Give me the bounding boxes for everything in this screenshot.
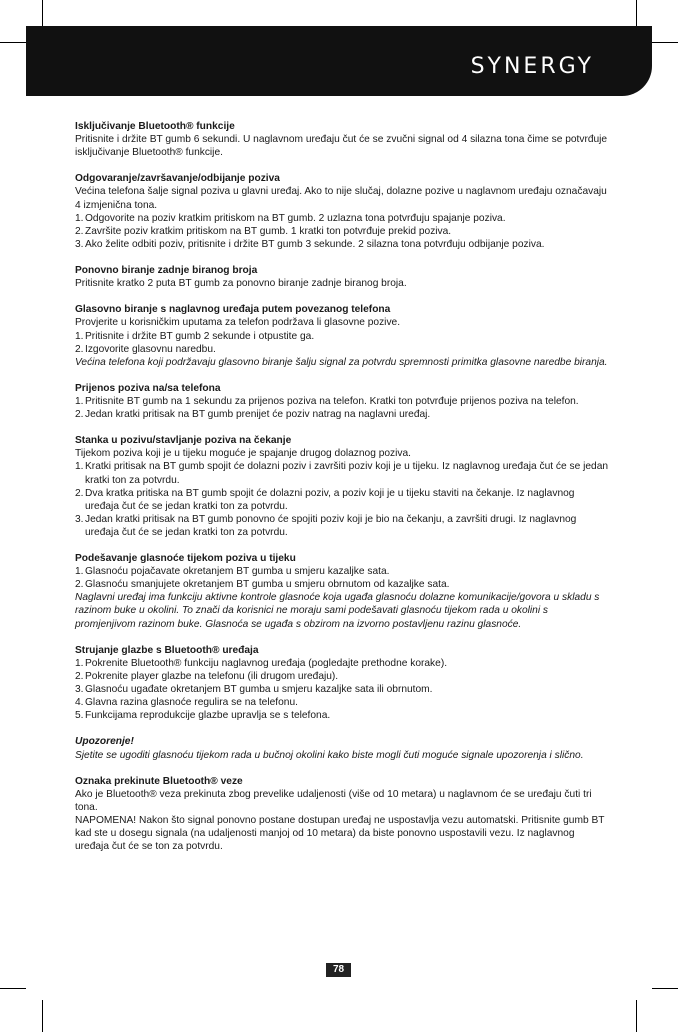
numbered-list [75, 212, 610, 251]
crop-mark [636, 1000, 637, 1032]
list-item: 2. Jedan kratki pritisak na BT gumb prenijet će poziv natrag na naglavni uređaj. [75, 409, 431, 421]
section-volume [75, 552, 610, 631]
list-item: 3. Ako želite odbiti poziv, pritisnite i držite BT gumb 3 sekunde. 2 silazna tona potvrđuju odbijanje poziva. [75, 238, 545, 250]
section-title: Oznaka prekinute Bluetooth® veze [75, 775, 243, 787]
section-title: Glasovno biranje s naglavnog uređaja putem povezanog telefona [75, 304, 391, 316]
section-warning [75, 735, 610, 761]
paragraph: NAPOMENA! Nakon što signal ponovno postane dostupan uređaj ne uspostavlja vezu automatski. Pritisnite gumb BT kad ste u dosegu signala (na udaljenosti manjoj od 10 metara) da biste ponovno uspostavili vezu. Iz naglavnog uređaja čut će se ton za potvrdu. [75, 814, 605, 853]
list-item: 2. Glasnoću smanjujete okretanjem BT gumba u smjeru obrnutom od kazaljke sata. [75, 579, 450, 591]
numbered-list [75, 460, 610, 539]
brand-logo: SYNERGY [470, 54, 594, 79]
numbered-list [75, 330, 610, 356]
list-item: 1. Pritisnite i držite BT gumb 2 sekunde i otpustite ga. [75, 330, 315, 342]
section-title: Odgovaranje/završavanje/odbijanje poziva [75, 173, 280, 185]
list-item: 5. Funkcijama reprodukcije glazbe upravlja se s telefona. [75, 710, 331, 722]
crop-mark [0, 988, 26, 989]
crop-mark [652, 988, 678, 989]
section-redial [75, 264, 610, 290]
section-music-streaming [75, 644, 610, 723]
warning-title: Upozorenje! [75, 736, 134, 748]
section-title: Podešavanje glasnoće tijekom poziva u tijeku [75, 553, 296, 565]
list-item: 1. Pokrenite Bluetooth® funkciju naglavnog uređaja (pogledajte prethodne korake). [75, 657, 448, 669]
page-number: 78 [326, 963, 351, 977]
section-voice-dial [75, 303, 610, 368]
list-item: 3. Jedan kratki pritisak na BT gumb ponovno će spojiti poziv koji je bio na čekanju, a završiti drugi. Iz naglavnog uređaja čut će se jedan kratki ton za potvrdu. [75, 513, 577, 538]
list-item: 2. Izgovorite glasovnu naredbu. [75, 343, 216, 355]
paragraph: Pritisnite i držite BT gumb 6 sekundi. U naglavnom uređaju čut će se zvučni signal od 4 silazna tona čime se potvrđuje isključivanje Bluetooth® funkcije. [75, 134, 608, 159]
section-title: Prijenos poziva na/sa telefona [75, 382, 221, 394]
section-call-hold [75, 434, 610, 539]
section-title: Ponovno biranje zadnje biranog broja [75, 265, 258, 277]
numbered-list [75, 395, 610, 421]
section-call-transfer [75, 382, 610, 421]
document-body [75, 120, 610, 866]
list-item: 1. Pritisnite BT gumb na 1 sekundu za prijenos poziva na telefon. Kratki ton potvrđuje prijenos poziva na telefon. [75, 395, 579, 407]
list-item: 3. Glasnoću ugađate okretanjem BT gumba u smjeru kazaljke sata ili obrnutom. [75, 684, 433, 696]
crop-mark [652, 42, 678, 43]
list-item: 1. Glasnoću pojačavate okretanjem BT gumba u smjeru kazaljke sata. [75, 566, 390, 578]
page-header [26, 26, 652, 96]
note: Naglavni uređaj ima funkciju aktivne kontrole glasnoće koja ugađa glasnoću dolazne komunikacije/govora u skladu s razinom buke u okolini. To znači da korisnici ne moraju sami podešavati glasnoću tijekom rada u okolini s promjenjivom razinom buke. Glasnoća se ugađa s obzirom na izvorno postavljenu razinu glasnoće. [75, 592, 600, 630]
list-item: 2. Dva kratka pritiska na BT gumb spojit će dolazni poziv, a poziv koji je u tijeku staviti na čekanje. Iz naglavnog uređaja čut će se jedan kratki ton za potvrdu. [75, 487, 575, 512]
paragraph: Pritisnite kratko 2 puta BT gumb za ponovno biranje zadnje biranog broja. [75, 278, 407, 290]
section-title: Isključivanje Bluetooth® funkcije [75, 121, 235, 132]
list-item: 2. Završite poziv kratkim pritiskom na BT gumb. 1 kratki ton potvrđuje prekid poziva. [75, 225, 452, 237]
crop-mark [42, 1000, 43, 1032]
crop-mark [636, 0, 637, 26]
note: Većina telefona koji podržavaju glasovno biranje šalju signal za potvrdu spremnosti primitka glasovne naredbe biranja. [75, 356, 608, 368]
crop-mark [42, 0, 43, 26]
list-item: 2. Pokrenite player glazbe na telefonu (ili drugom uređaju). [75, 670, 339, 682]
list-item: 4. Glavna razina glasnoće regulira se na telefonu. [75, 697, 298, 709]
numbered-list [75, 657, 610, 722]
section-bluetooth-off [75, 120, 610, 159]
crop-mark [0, 42, 26, 43]
paragraph: Provjerite u korisničkim uputama za telefon podržava li glasovne pozive. [75, 317, 401, 329]
section-title: Strujanje glazbe s Bluetooth® uređaja [75, 644, 259, 656]
section-title: Stanka u pozivu/stavljanje poziva na čekanje [75, 435, 292, 447]
paragraph: Ako je Bluetooth® veza prekinuta zbog prevelike udaljenosti (više od 10 metara) u naglavnom će se uređaju čuti tri tona. [75, 788, 592, 813]
section-answer-call [75, 172, 610, 251]
list-item: 1. Odgovorite na poziv kratkim pritiskom na BT gumb. 2 uzlazna tona potvrđuju spajanje poziva. [75, 212, 506, 224]
paragraph: Većina telefona šalje signal poziva u glavni uređaj. Ako to nije slučaj, dolazne pozive u naglavnom uređaju označavaju 4 izmjenična tona. [75, 186, 607, 211]
section-connection-lost [75, 775, 610, 854]
numbered-list [75, 565, 610, 591]
note: Sjetite se ugoditi glasnoću tijekom rada u bučnoj okolini kako biste mogli čuti moguće signale upozorenja i slično. [75, 749, 584, 761]
list-item: 1. Kratki pritisak na BT gumb spojit će dolazni poziv i završiti poziv koji je u tijeku. Iz naglavnog uređaja čut će se jedan kratki ton za potvrdu. [75, 461, 609, 486]
paragraph: Tijekom poziva koji je u tijeku moguće je spajanje drugog dolaznog poziva. [75, 448, 412, 460]
